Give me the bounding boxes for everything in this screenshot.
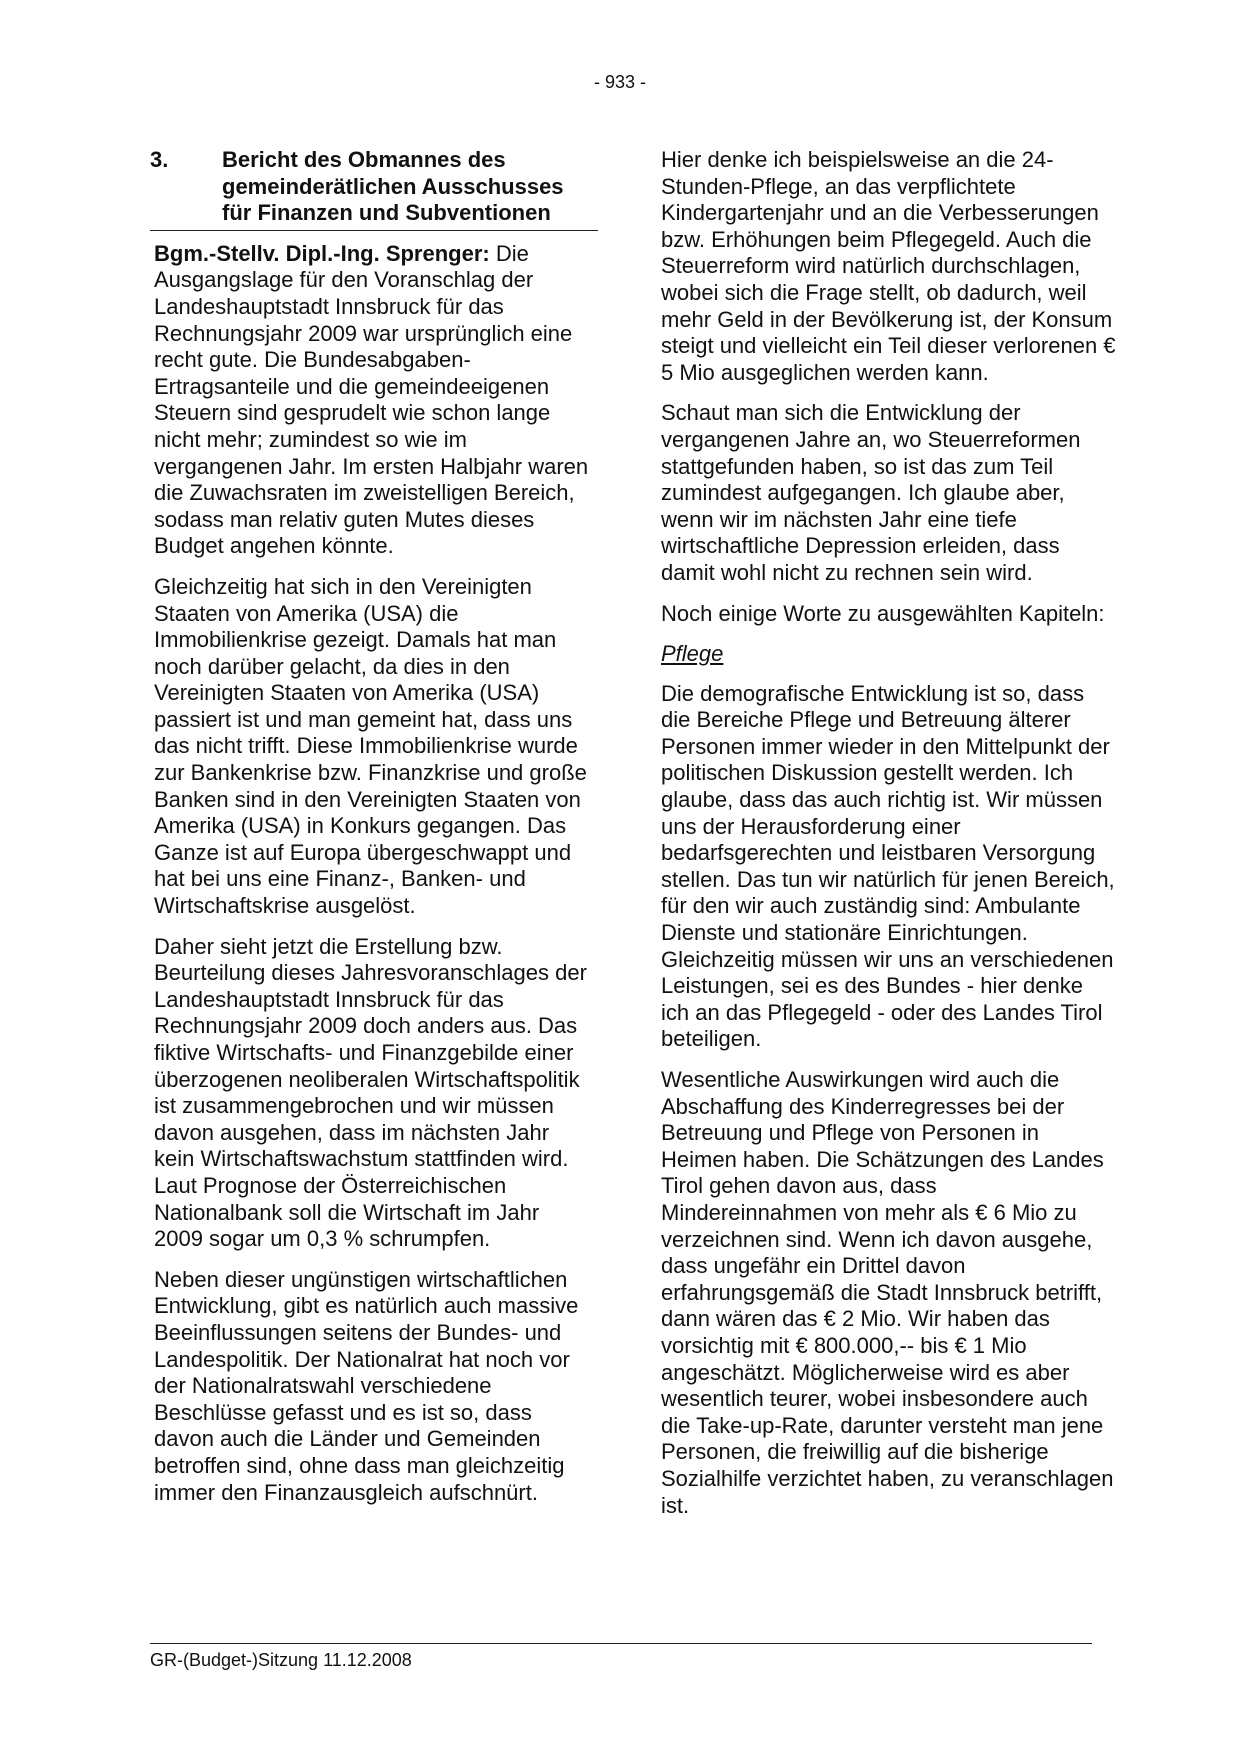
paragraph: Wesentliche Auswirkungen wird auch die Abschaffung des Kinderregresses bei der Betreuung und Pflege von Personen in Heimen haben. Die Schätzungen des Landes Tirol gehen davon aus, dass Mindereinnahmen von mehr als € 6 Mio zu verzeichnen sind. Wenn ich davon ausgehe, dass ungefähr ein Drittel davon erfahrungsgemäß die Stadt Innsbruck betrifft, dann wären das € 2 Mio. Wir haben das vorsichtig mit € 800.000,-- bis € 1 Mio angeschätzt. Möglicherweise wird es aber wesentlich teurer, wobei insbesondere auch die Take-up-Rate, darunter versteht man jene Personen, die freiwillig auf die bisherige Sozialhilfe verzichtet haben, zu veranschlagen ist.: [661, 1067, 1114, 1518]
right-column: [661, 147, 1116, 1533]
section-heading: [150, 147, 598, 231]
footer-text: GR-(Budget-)Sitzung 11.12.2008: [150, 1650, 412, 1670]
paragraph: Gleichzeitig hat sich in den Vereinigten Staaten von Amerika (USA) die Immobilienkrise gezeigt. Damals hat man noch darüber gelacht, da dies in den Vereinigten Staaten von Amerika (USA) passiert ist und man gemeint hat, dass uns das nicht trifft. Diese Immobilienkrise wurde zur Bankenkrise bzw. Finanzkrise und große Banken sind in den Vereinigten Staaten von Amerika (USA) in Konkurs gegangen. Das Ganze ist auf Europa übergeschwappt und hat bei uns eine Finanz-, Banken- und Wirtschaftskrise ausgelöst.: [154, 573, 587, 919]
section-number: 3.: [150, 147, 169, 172]
paragraph: Hier denke ich beispielsweise an die 24-Stunden-Pflege, an das verpflichtete Kindergartenjahr und an die Verbesserungen bzw. Erhöhungen beim Pflegegeld. Auch die Steuerreform wird natürlich durchschlagen, wobei sich die Frage stellt, ob dadurch, weil mehr Geld in der Bevölkerung ist, der Konsum steigt und vielleicht ein Teil dieser verlorenen € 5 Mio ausgeglichen werden kann.: [661, 147, 1116, 385]
speaker-name: Bgm.-Stellv. Dipl.-Ing. Sprenger:: [154, 240, 490, 266]
left-column: [150, 147, 590, 1520]
page-number: - 933 -: [593, 72, 647, 92]
footer-divider: [150, 1643, 1092, 1644]
paragraph: Daher sieht jetzt die Erstellung bzw. Beurteilung dieses Jahresvoranschlages der Landeshauptstadt Innsbruck für das Rechnungsjahr 2009 doch anders aus. Das fiktive Wirtschafts- und Finanzgebilde einer überzogenen neoliberalen Wirtschaftspolitik ist zusammengebrochen und wir müssen davon ausgehen, dass im nächsten Jahr kein Wirtschaftswachstum stattfinden wird. Laut Prognose der Österreichischen Nationalbank soll die Wirtschaft im Jahr 2009 sogar um 0,3 % schrumpfen.: [154, 933, 587, 1252]
opening-paragraph: [150, 241, 590, 560]
paragraph: Die demografische Entwicklung ist so, dass die Bereiche Pflege und Betreuung älterer Personen immer wieder in den Mittelpunkt der politischen Diskussion gestellt werden. Ich glaube, dass das auch richtig ist. Wir müssen uns der Herausforderung einer bedarfsgerechten und leistbaren Versorgung stellen. Das tun wir natürlich für jenen Bereich, für den wir auch zuständig sind: Ambulante Dienste und stationäre Einrichtungen. Gleichzeitig müssen wir uns an verschiedenen Leistungen, sei es des Bundes - hier denke ich an das Pflegegeld - oder des Landes Tirol beteiligen.: [661, 680, 1115, 1052]
opening-paragraph-text: Die Ausgangslage für den Voranschlag der Landeshauptstadt Innsbruck für das Rechnungsjahr 2009 war ursprünglich eine recht gute. Die Bundesabgaben-Ertragsanteile und die gemeindeeigenen Steuern sind gesprudelt wie schon lange nicht mehr; zumindest so wie im vergangenen Jahr. Im ersten Halbjahr waren die Zuwachsraten im zweistelligen Bereich, sodass man relativ guten Mutes dieses Budget angehen könnte.: [154, 240, 589, 559]
paragraph: Noch einige Worte zu ausgewählten Kapiteln:: [661, 600, 1105, 626]
paragraph: Neben dieser ungünstigen wirtschaftlichen Entwicklung, gibt es natürlich auch massive Beeinflussungen seitens der Bundes- und Landespolitik. Der Nationalrat hat noch vor der Nationalratswahl verschiedene Beschlüsse gefasst und es ist so, dass davon auch die Länder und Gemeinden betroffen sind, ohne dass man gleichzeitig immer den Finanzausgleich aufschnürt.: [154, 1266, 579, 1505]
subheading-pflege: Pflege: [661, 641, 724, 667]
paragraph: Schaut man sich die Entwicklung der vergangenen Jahre an, wo Steuerreformen stattgefunden haben, so ist das zum Teil zumindest aufgegangen. Ich glaube aber, wenn wir im nächsten Jahr eine tiefe wirtschaftliche Depression erleiden, dass damit wohl nicht zu rechnen sein wird.: [661, 400, 1081, 585]
section-title: Bericht des Obmannes des gemeinderätlichen Ausschusses für Finanzen und Subventionen: [222, 147, 564, 226]
